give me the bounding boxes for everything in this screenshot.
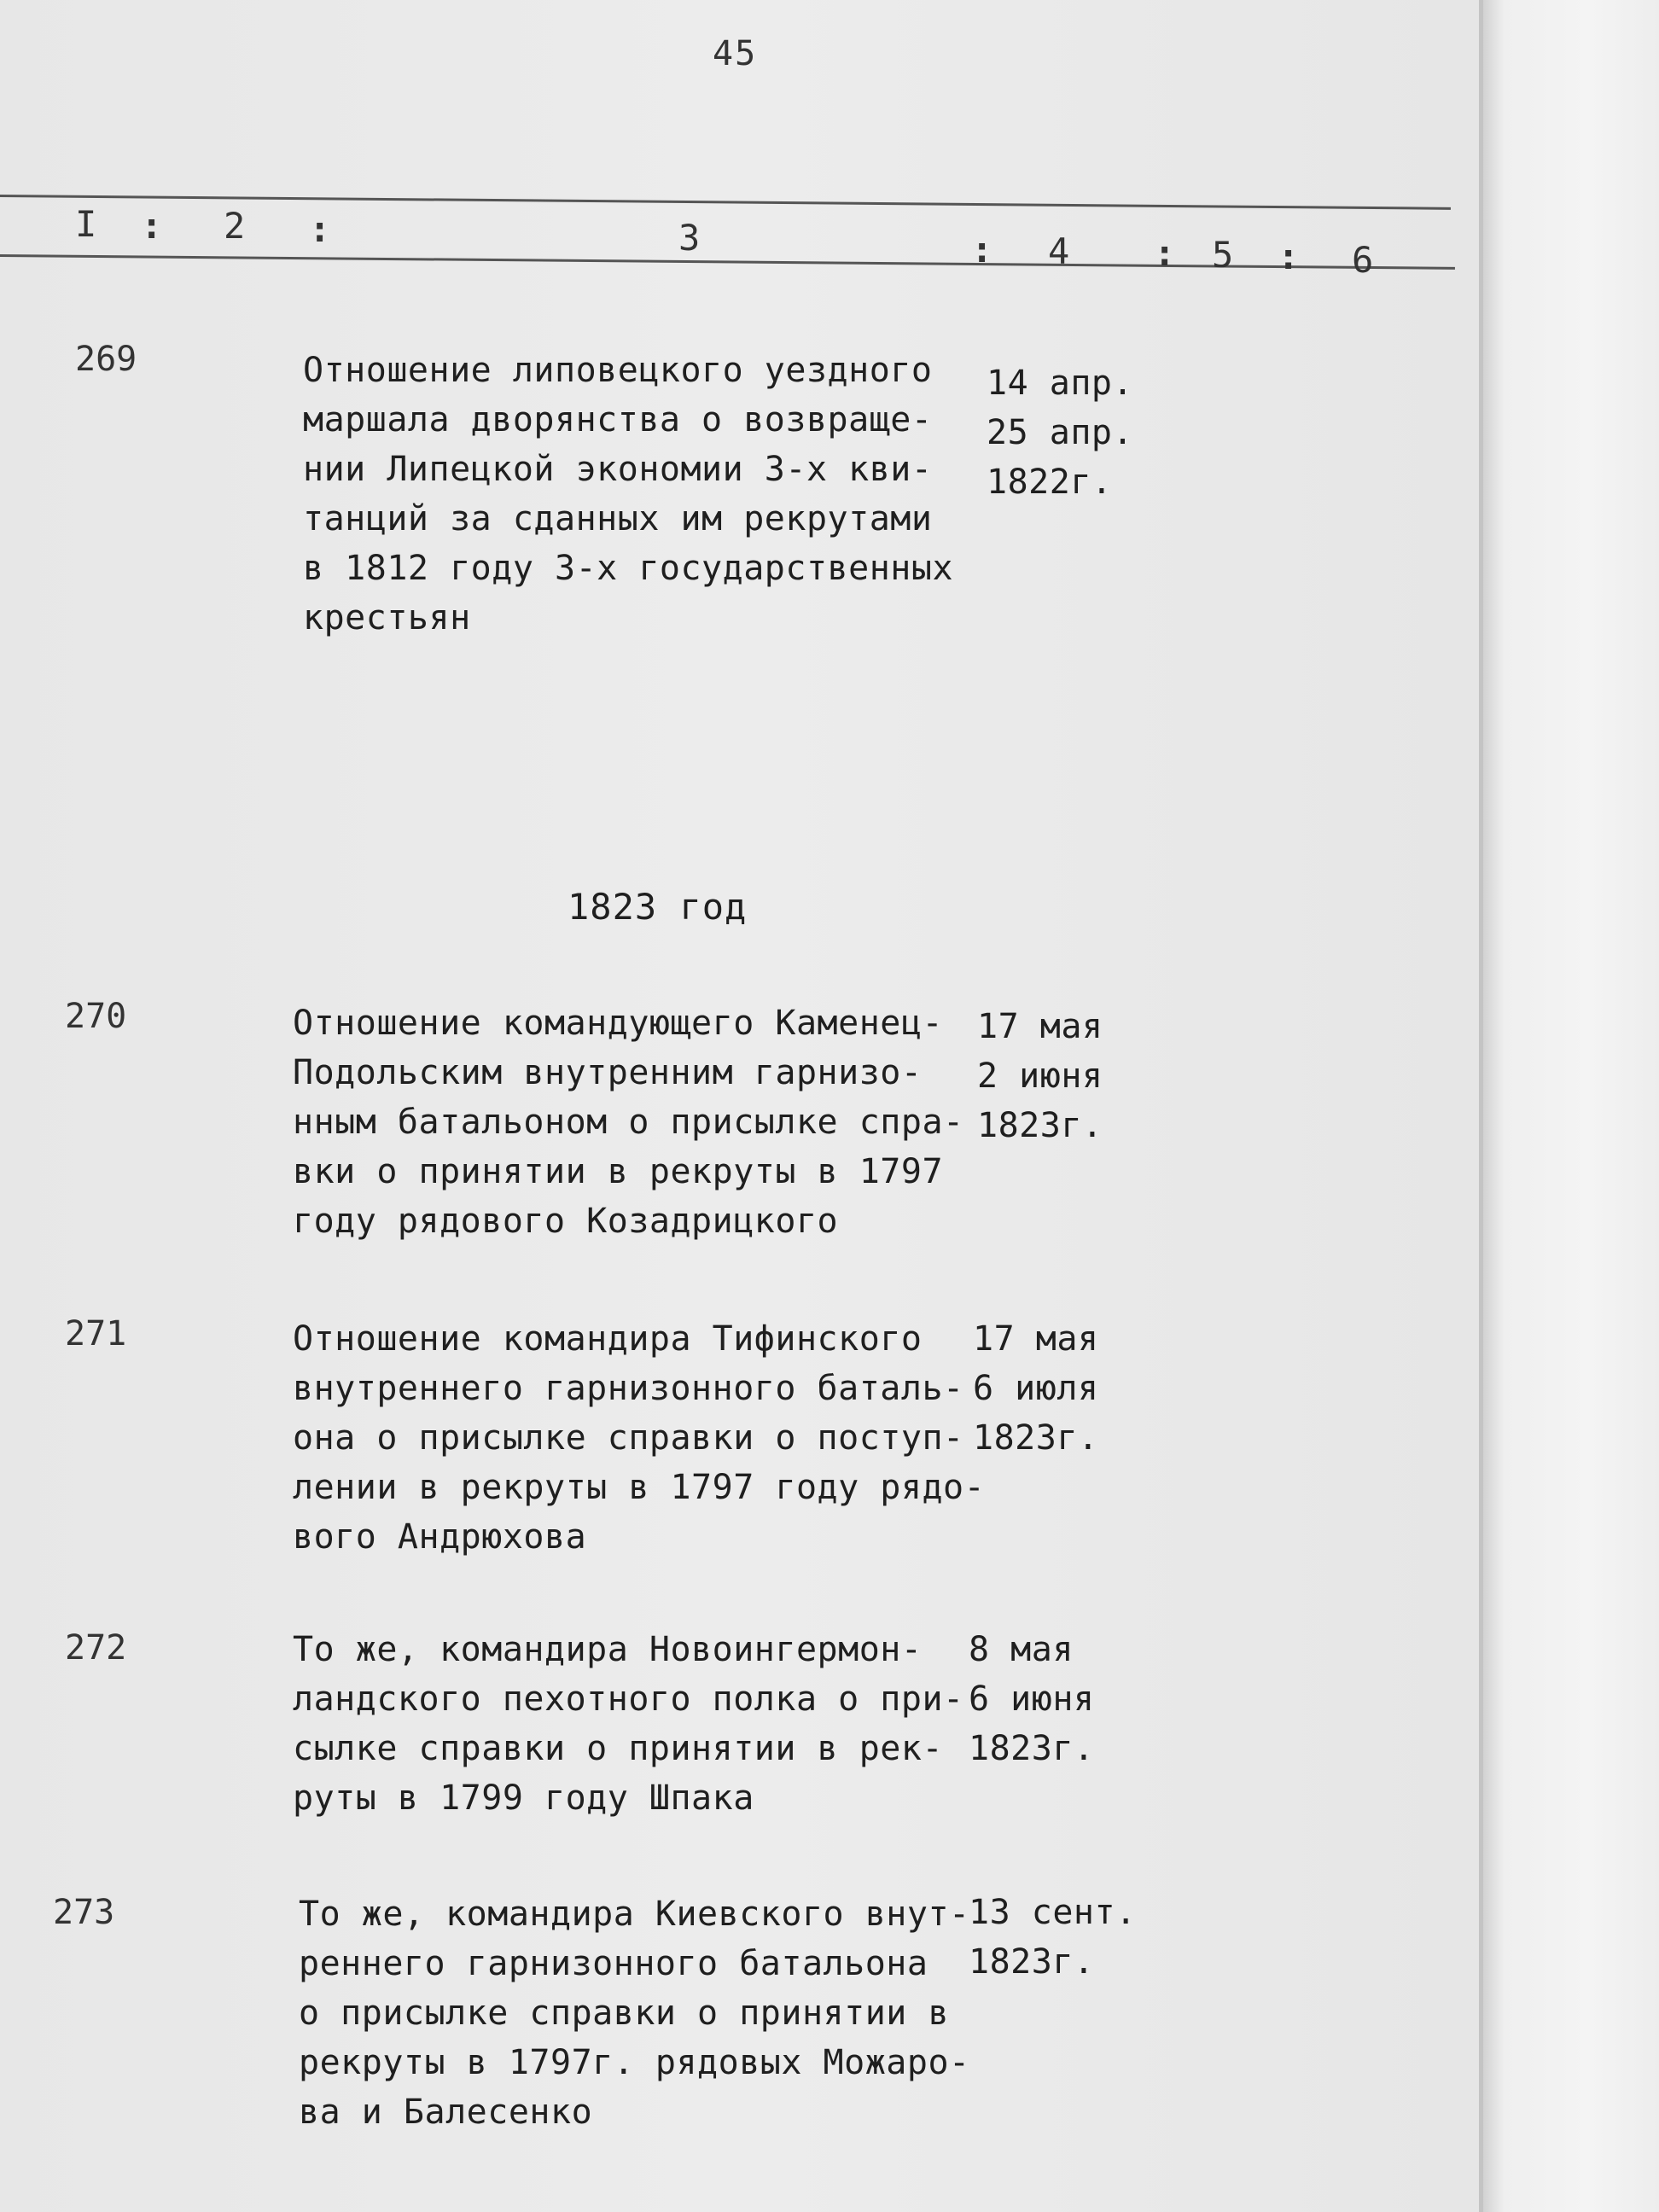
description-line: реннего гарнизонного батальона — [299, 1944, 928, 1983]
description-line: о присылке справки о принятии в — [299, 1994, 950, 2033]
date-line: 6 июня — [969, 1679, 1095, 1719]
description-line: она о присылке справки о поступ- — [293, 1418, 964, 1458]
entry-description — [293, 1314, 985, 1562]
year-heading: 1823 год — [568, 886, 748, 928]
entry-number: 270 — [65, 997, 127, 1036]
date-line: 14 апр. — [987, 364, 1134, 403]
description-line: То же, командира Киевского внут- — [299, 1895, 970, 1934]
column-separator: : — [971, 229, 993, 271]
description-line: Отношение командующего Каменец- — [293, 1004, 944, 1043]
column-header-2: 2 — [224, 205, 246, 247]
column-header-6: 6 — [1352, 239, 1374, 281]
entry-description — [293, 998, 964, 1246]
date-line: 13 сент. — [969, 1893, 1137, 1932]
description-line: Отношение командира Тифинского — [293, 1319, 923, 1359]
entry-dates — [977, 1002, 1103, 1150]
column-header-3: 3 — [678, 217, 701, 259]
description-line: внутреннего гарнизонного баталь- — [293, 1369, 964, 1408]
entry-number: 269 — [75, 340, 137, 379]
column-header-1: I — [75, 203, 97, 245]
column-separator: : — [141, 205, 163, 247]
entry-description — [303, 346, 953, 643]
column-separator: : — [1154, 232, 1176, 274]
entry-dates — [973, 1314, 1099, 1463]
date-line: 1823г. — [973, 1418, 1099, 1458]
description-line: вого Андрюхова — [293, 1517, 587, 1557]
column-header-5: 5 — [1212, 234, 1234, 276]
description-line: лении в рекруты в 1797 году рядо- — [293, 1468, 986, 1507]
date-line: 1823г. — [969, 1942, 1095, 1982]
entry-dates — [987, 358, 1133, 507]
description-line: нии Липецкой экономии 3-х кви- — [303, 450, 933, 489]
description-line: танций за сданных им рекрутами — [303, 499, 933, 538]
description-line: Подольским внутренним гарнизо- — [293, 1053, 923, 1092]
description-line: Отношение липовецкого уездного — [303, 351, 933, 390]
entry-number: 271 — [65, 1314, 127, 1353]
date-line: 8 мая — [969, 1630, 1074, 1669]
date-line: 25 апр. — [987, 413, 1134, 452]
description-line: ва и Балесенко — [299, 2093, 593, 2132]
entry-dates — [969, 1625, 1095, 1773]
date-line: 1823г. — [977, 1106, 1103, 1145]
description-line: То же, командира Новоингермон- — [293, 1630, 923, 1669]
date-line: 6 июля — [973, 1369, 1099, 1408]
adjacent-sheet — [1483, 0, 1659, 2212]
column-header-4: 4 — [1048, 230, 1070, 272]
description-line: руты в 1799 году Шпака — [293, 1778, 754, 1818]
description-line: ландского пехотного полка о при- — [293, 1679, 964, 1719]
description-line: в 1812 году 3-х государственных — [303, 549, 954, 588]
date-line: 1822г. — [987, 463, 1113, 502]
description-line: сылке справки о принятии в рек- — [293, 1729, 944, 1768]
column-separator: : — [1278, 236, 1300, 277]
entry-description — [293, 1625, 964, 1823]
date-line: 17 мая — [977, 1007, 1103, 1046]
description-line: году рядового Козадрицкого — [293, 1202, 839, 1241]
entry-number: 272 — [65, 1628, 127, 1668]
entry-number: 273 — [53, 1893, 115, 1932]
column-separator: : — [309, 208, 331, 250]
description-line: вки о принятии в рекруты в 1797 — [293, 1152, 944, 1191]
description-line: рекруты в 1797г. рядовых Можаро- — [299, 2043, 970, 2082]
description-line: маршала дворянства о возвраще- — [303, 400, 933, 439]
description-line: нным батальоном о присылке спра- — [293, 1103, 964, 1142]
entry-description — [299, 1889, 970, 2137]
entry-dates — [969, 1888, 1137, 1987]
page-number: 45 — [713, 34, 758, 73]
description-line: крестьян — [303, 598, 471, 637]
date-line: 17 мая — [973, 1319, 1099, 1359]
date-line: 2 июня — [977, 1057, 1103, 1096]
date-line: 1823г. — [969, 1729, 1095, 1768]
